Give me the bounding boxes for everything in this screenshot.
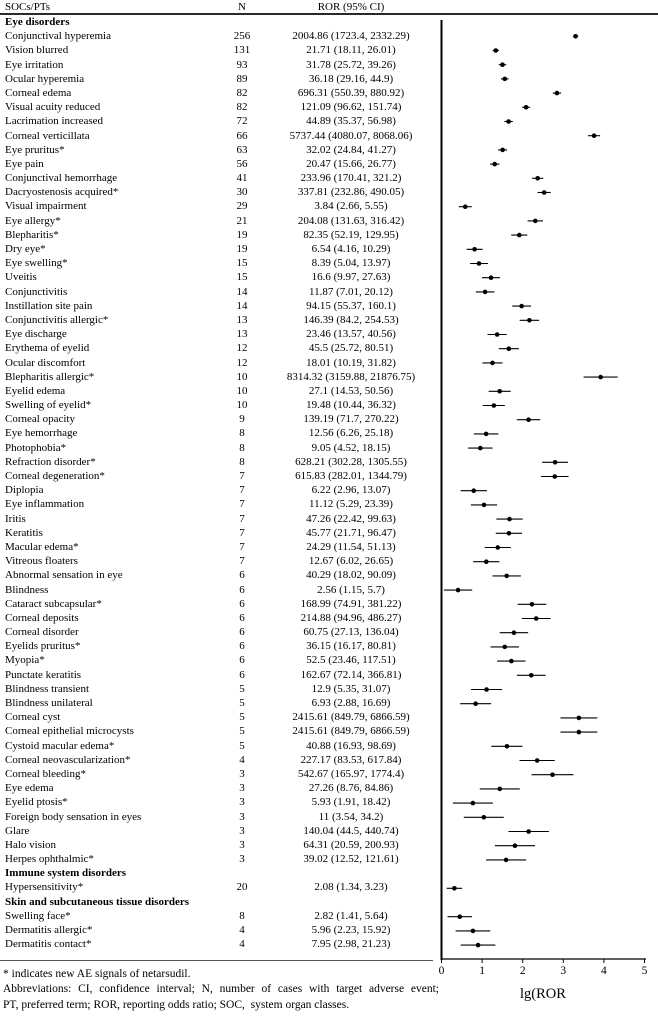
pt-ror-ci: 11.87 (7.01, 20.12) [309, 285, 393, 298]
pt-n-count: 7 [239, 470, 245, 482]
pt-name: Conjunctivitis allergic* [5, 313, 109, 326]
pt-name: Myopia* [5, 654, 45, 667]
pt-ror-ci: 21.71 (18.11, 26.01) [306, 44, 396, 57]
pt-name: Corneal verticillata [5, 129, 90, 142]
forest-dot [592, 133, 597, 138]
forest-dot [519, 304, 524, 309]
pt-ror-ci: 27.1 (14.53, 50.56) [308, 384, 394, 397]
pt-ror-ci: 47.26 (22.42, 99.63) [306, 512, 396, 525]
pt-name: Blindness [5, 583, 49, 596]
x-tick-label: 0 [438, 965, 445, 977]
pt-name: Dermatitis allergic* [5, 924, 93, 936]
table-bottom-rule [0, 960, 433, 962]
forest-dot [504, 858, 509, 863]
forest-dot [533, 219, 538, 224]
pt-name: Eye hemorrhage [5, 427, 78, 440]
section-title: Skin and subcutaneous tissue disorders [5, 895, 190, 908]
pt-name: Vision blurred [5, 44, 69, 57]
forest-dot [495, 332, 500, 337]
pt-n-count: 7 [239, 555, 245, 568]
pt-ror-ci: 19.48 (10.44, 36.32) [306, 399, 396, 412]
pt-n-count: 20 [236, 881, 248, 894]
x-axis-label: lg(ROR [520, 986, 566, 1002]
forest-dot [489, 275, 494, 280]
pt-name: Conjunctival hyperemia [5, 30, 111, 43]
pt-name: Corneal degeneration* [5, 470, 105, 482]
forest-dot [456, 588, 461, 593]
forest-dot [577, 730, 582, 735]
pt-n-count: 56 [236, 157, 248, 170]
pt-ror-ci: 2.56 (1.15, 5.7) [317, 583, 385, 596]
pt-n-count: 93 [236, 58, 248, 71]
forest-dot [476, 943, 481, 948]
pt-n-count: 5 [239, 697, 245, 709]
pt-ror-ci: 233.96 (170.41, 321.2) [300, 172, 402, 185]
forest-dot [483, 290, 488, 295]
pt-ror-ci: 12.56 (6.26, 25.18) [308, 427, 394, 440]
pt-name: Visual impairment [5, 200, 87, 213]
forest-dot [526, 417, 531, 422]
pt-ror-ci: 64.31 (20.59, 200.93) [303, 838, 399, 851]
pt-name: Conjunctival hemorrhage [5, 172, 118, 185]
pt-name: Corneal cyst [5, 711, 61, 724]
pt-ror-ci: 3.84 (2.66, 5.55) [314, 200, 388, 213]
pt-name: Eyelids pruritus* [5, 640, 81, 653]
pt-name: Corneal edema [5, 86, 72, 99]
forest-dot [504, 574, 509, 579]
pt-n-count: 15 [236, 257, 248, 270]
pt-name: Corneal epithelial microcysts [5, 725, 134, 738]
pt-n-count: 30 [236, 186, 248, 199]
pt-n-count: 6 [239, 640, 245, 653]
pt-n-count: 5 [239, 739, 245, 752]
pt-name: Eye pain [5, 157, 44, 170]
footnote-abbreviations-line2: PT, preferred term; ROR, reporting odds ratio; SOC, system organ classes. [3, 998, 350, 1011]
pt-ror-ci: 162.67 (72.14, 366.81) [300, 668, 402, 681]
forest-dot [598, 375, 603, 380]
pt-name: Corneal bleeding* [5, 767, 86, 780]
pt-ror-ci: 11 (3.54, 34.2) [318, 810, 384, 823]
forest-dot [502, 77, 507, 82]
pt-ror-ci: 45.5 (25.72, 80.51) [308, 342, 394, 355]
forest-dot [452, 886, 457, 891]
forest-dot [490, 361, 495, 366]
pt-n-count: 7 [239, 526, 245, 539]
pt-ror-ci: 140.04 (44.5, 440.74) [303, 824, 399, 837]
pt-n-count: 6 [239, 597, 245, 610]
forest-dot [463, 204, 468, 209]
pt-name: Eyelid ptosis* [5, 796, 68, 809]
pt-n-count: 7 [239, 498, 245, 511]
forest-dot [500, 62, 505, 67]
forest-dot [473, 701, 478, 706]
pt-n-count: 3 [239, 810, 245, 823]
forest-dot [497, 787, 502, 792]
pt-ror-ci: 615.83 (282.01, 1344.79) [295, 470, 407, 482]
pt-n-count: 9 [239, 413, 245, 426]
pt-n-count: 8 [239, 441, 245, 454]
pt-name: Foreign body sensation in eyes [5, 810, 142, 823]
pt-name: Ocular hyperemia [5, 72, 85, 85]
pt-name: Hypersensitivity* [5, 881, 84, 894]
pt-ror-ci: 44.89 (35.37, 56.98) [306, 115, 396, 128]
pt-name: Iritis [5, 512, 26, 525]
forest-dot [492, 403, 497, 408]
pt-name: Eye inflammation [5, 498, 85, 511]
forest-dot [526, 829, 531, 834]
pt-ror-ci: 6.93 (2.88, 16.69) [311, 697, 391, 709]
pt-ror-ci: 204.08 (131.63, 316.42) [297, 214, 405, 227]
pt-name: Dry eye* [5, 243, 46, 255]
footnotes [3, 967, 439, 1013]
pt-name: Herpes ophthalmic* [5, 853, 94, 866]
x-tick-label: 5 [641, 965, 648, 977]
pt-n-count: 29 [236, 200, 248, 213]
pt-n-count: 21 [236, 214, 248, 227]
pt-name: Punctate keratitis [5, 668, 82, 681]
pt-name: Eye irritation [5, 58, 64, 71]
pt-n-count: 4 [239, 938, 245, 951]
pt-ror-ci: 82.35 (52.19, 129.95) [303, 228, 399, 241]
pt-n-count: 13 [236, 313, 248, 326]
pt-name: Ocular discomfort [5, 356, 86, 369]
pt-ror-ci: 5.96 (2.23, 15.92) [311, 924, 391, 936]
pt-ror-ci: 32.02 (24.84, 41.27) [306, 143, 396, 156]
pt-name: Erythema of eyelid [5, 342, 90, 355]
pt-ror-ci: 2.08 (1.34, 3.23) [314, 881, 388, 894]
pt-n-count: 4 [239, 924, 245, 936]
pt-ror-ci: 20.47 (15.66, 26.77) [306, 157, 396, 170]
section-title: Immune system disorders [5, 867, 126, 880]
forest-dot [506, 119, 511, 124]
forest-dot [492, 162, 497, 167]
pt-name: Macular edema* [5, 540, 79, 553]
pt-ror-ci: 16.6 (9.97, 27.63) [311, 271, 391, 284]
pt-name: Corneal disorder [5, 626, 79, 639]
pt-ror-ci: 11.12 (5.29, 23.39) [309, 498, 393, 511]
forest-dot [493, 48, 498, 53]
pt-ror-ci: 146.39 (84.2, 254.53) [303, 313, 399, 326]
forest-dot [553, 460, 558, 465]
x-tick-label: 4 [601, 965, 607, 977]
forest-dot [484, 432, 489, 437]
forest-dot [477, 261, 482, 266]
pt-n-count: 72 [236, 115, 248, 128]
pt-name: Blindness unilateral [5, 697, 93, 709]
pt-ror-ci: 12.67 (6.02, 26.65) [308, 555, 394, 568]
pt-n-count: 3 [239, 824, 245, 837]
pt-ror-ci: 5.93 (1.91, 18.42) [311, 796, 391, 809]
column-header-n: N [238, 1, 246, 13]
pt-ror-ci: 52.5 (23.46, 117.51) [306, 654, 396, 667]
pt-n-count: 3 [239, 796, 245, 809]
pt-n-count: 19 [236, 228, 248, 241]
pt-name: Conjunctivitis [5, 285, 68, 298]
pt-n-count: 3 [239, 838, 245, 851]
x-tick-label: 3 [560, 965, 567, 977]
pt-ror-ci: 12.9 (5.35, 31.07) [311, 682, 391, 695]
pt-ror-ci: 23.46 (13.57, 40.56) [306, 328, 396, 341]
pt-n-count: 10 [236, 399, 248, 412]
pt-ror-ci: 214.88 (94.96, 486.27) [300, 611, 402, 624]
pt-ror-ci: 337.81 (232.86, 490.05) [297, 186, 405, 199]
forest-dot [517, 233, 522, 238]
pt-ror-ci: 2415.61 (849.79, 6866.59) [292, 711, 410, 724]
pt-ror-ci: 36.15 (16.17, 80.81) [306, 640, 396, 653]
forest-dot [482, 503, 487, 508]
forest-dot [513, 843, 518, 848]
pt-n-count: 5 [239, 711, 245, 724]
pt-n-count: 5 [239, 682, 245, 695]
pt-ror-ci: 36.18 (29.16, 44.9) [308, 72, 394, 85]
column-header-soc-pt: SOCs/PTs [5, 1, 51, 13]
forest-dot [457, 914, 462, 919]
forest-dot [529, 673, 534, 678]
pt-name: Corneal opacity [5, 413, 75, 426]
pt-name: Halo vision [5, 838, 57, 851]
pt-ror-ci: 2.82 (1.41, 5.64) [314, 909, 388, 922]
forest-dot [471, 488, 476, 493]
forest-dot [542, 190, 547, 195]
pt-ror-ci: 542.67 (165.97, 1774.4) [297, 767, 405, 780]
pt-name: Swelling face* [5, 909, 71, 922]
forest-dot [481, 815, 486, 820]
pt-ror-ci: 45.77 (21.71, 96.47) [306, 526, 396, 539]
pt-name: Glare [5, 824, 30, 837]
pt-n-count: 89 [236, 72, 248, 85]
forest-dot [507, 531, 512, 536]
pt-name: Corneal deposits [5, 611, 79, 624]
pt-n-count: 8 [239, 427, 245, 440]
forest-dot [484, 687, 489, 692]
forest-dot [497, 389, 502, 394]
pt-name: Uveitis [5, 271, 37, 284]
pt-name: Eye allergy* [5, 214, 61, 227]
pt-ror-ci: 6.54 (4.16, 10.29) [311, 243, 391, 255]
forest-dot [471, 929, 476, 934]
pt-name: Dacryostenosis acquired* [5, 186, 119, 199]
pt-n-count: 12 [236, 356, 248, 369]
pt-n-count: 256 [233, 30, 251, 43]
pt-name: Swelling of eyelid* [5, 399, 92, 412]
pt-n-count: 14 [236, 285, 248, 298]
column-header-ror: ROR (95% CI) [317, 1, 385, 13]
forest-dot [505, 744, 510, 749]
pt-n-count: 6 [239, 626, 245, 639]
pt-ror-ci: 168.99 (74.91, 381.22) [300, 597, 402, 610]
x-tick-label: 2 [519, 965, 526, 977]
pt-n-count: 82 [236, 86, 248, 99]
forest-dot [500, 148, 505, 153]
pt-name: Abnormal sensation in eye [5, 569, 123, 582]
forest-dot [550, 772, 555, 777]
pt-n-count: 41 [236, 172, 248, 185]
pt-n-count: 82 [236, 101, 248, 114]
pt-name: Dermatitis contact* [5, 938, 92, 951]
pt-n-count: 8 [239, 455, 245, 468]
pt-n-count: 8 [239, 909, 245, 922]
forest-dot [577, 716, 582, 721]
forest-dot [512, 630, 517, 635]
pt-n-count: 6 [239, 611, 245, 624]
pt-n-count: 19 [236, 243, 248, 255]
pt-name: Eye pruritus* [5, 143, 65, 156]
pt-name: Cataract subcapsular* [5, 597, 102, 610]
pt-ror-ci: 6.22 (2.96, 13.07) [311, 484, 391, 497]
pt-n-count: 14 [236, 299, 248, 312]
pt-n-count: 7 [239, 512, 245, 525]
forest-dot [509, 659, 514, 664]
pt-name: Eye edema [5, 782, 54, 795]
forest-dot [507, 517, 512, 522]
pt-n-count: 66 [236, 129, 248, 142]
pt-name: Diplopia [5, 484, 44, 497]
forest-dot [472, 247, 477, 252]
pt-name: Eye swelling* [5, 257, 68, 270]
pt-name: Instillation site pain [5, 299, 93, 312]
forest-dot [524, 105, 529, 110]
pt-name: Eyelid edema [5, 384, 66, 397]
pt-ror-ci: 24.29 (11.54, 51.13) [306, 540, 396, 553]
pt-n-count: 10 [236, 370, 248, 383]
pt-n-count: 4 [239, 753, 245, 766]
pt-ror-ci: 39.02 (12.52, 121.61) [303, 853, 399, 866]
pt-ror-ci: 40.29 (18.02, 90.09) [306, 569, 396, 582]
forest-dot [484, 559, 489, 564]
footnote-new-signals: * indicates new AE signals of netarsudil. [3, 968, 191, 980]
pt-n-count: 10 [236, 384, 248, 397]
pt-ror-ci: 27.26 (8.76, 84.86) [308, 782, 394, 795]
pt-ror-ci: 40.88 (16.93, 98.69) [306, 739, 396, 752]
pt-n-count: 6 [239, 654, 245, 667]
forest-dot [478, 446, 483, 451]
pt-n-count: 15 [236, 271, 248, 284]
pt-name: Eye discharge [5, 328, 67, 341]
pt-name: Cystoid macular edema* [5, 739, 115, 752]
pt-ror-ci: 7.95 (2.98, 21.23) [311, 938, 391, 951]
pt-ror-ci: 227.17 (83.53, 617.84) [300, 753, 402, 766]
pt-ror-ci: 94.15 (55.37, 160.1) [306, 299, 396, 312]
forest-dot [527, 318, 532, 323]
pt-n-count: 5 [239, 725, 245, 738]
forest-dot [535, 758, 540, 763]
pt-n-count: 6 [239, 569, 245, 582]
pt-name: Lacrimation increased [5, 115, 104, 128]
pt-ror-ci: 5737.44 (4080.07, 8068.06) [289, 129, 413, 142]
forest-dot [502, 645, 507, 650]
pt-ror-ci: 9.05 (4.52, 18.15) [311, 441, 391, 454]
forest-dot [471, 801, 476, 806]
pt-name: Blepharitis allergic* [5, 370, 95, 383]
pt-n-count: 3 [239, 767, 245, 780]
pt-name: Keratitis [5, 526, 43, 539]
pt-ror-ci: 2415.61 (849.79, 6866.59) [292, 725, 410, 738]
pt-ror-ci: 139.19 (71.7, 270.22) [303, 413, 399, 426]
pt-ror-ci: 8.39 (5.04, 13.97) [311, 257, 391, 270]
pt-name: Corneal neovascularization* [5, 753, 131, 766]
pt-ror-ci: 628.21 (302.28, 1305.55) [295, 455, 407, 468]
pt-ror-ci: 2004.86 (1723.4, 2332.29) [292, 30, 410, 43]
pt-n-count: 131 [233, 44, 251, 57]
pt-ror-ci: 121.09 (96.62, 151.74) [300, 101, 402, 114]
pt-ror-ci: 31.78 (25.72, 39.26) [306, 58, 396, 71]
forest-dot [573, 34, 578, 39]
pt-n-count: 3 [239, 782, 245, 795]
pt-ror-ci: 8314.32 (3159.88, 21876.75) [286, 370, 416, 383]
pt-n-count: 7 [239, 484, 245, 497]
footnote-abbreviations-line1: Abbreviations: CI, confidence interval; N, number of cases with target adverse event; [3, 983, 439, 996]
forest-dot [507, 346, 512, 351]
forest-dot [552, 474, 557, 479]
pt-n-count: 7 [239, 540, 245, 553]
pt-n-count: 12 [236, 342, 248, 355]
pt-n-count: 6 [239, 583, 245, 596]
x-tick-label: 1 [479, 965, 485, 977]
section-title: Eye disorders [5, 16, 70, 28]
forest-dot [530, 602, 535, 607]
pt-ror-ci: 18.01 (10.19, 31.82) [306, 356, 396, 369]
pt-name: Blepharitis* [5, 228, 59, 241]
forest-dot [555, 91, 560, 96]
forest-dot [495, 545, 500, 550]
pt-ror-ci: 696.31 (550.39, 880.92) [297, 86, 405, 99]
forest-dot [534, 616, 539, 621]
pt-ror-ci: 60.75 (27.13, 136.04) [303, 626, 399, 639]
pt-name: Photophobia* [5, 441, 67, 454]
forest-dot [535, 176, 540, 181]
pt-name: Vitreous floaters [5, 555, 78, 568]
pt-n-count: 6 [239, 668, 245, 681]
pt-n-count: 3 [239, 853, 245, 866]
pt-n-count: 13 [236, 328, 248, 341]
pt-name: Refraction disorder* [5, 455, 96, 468]
pt-name: Blindness transient [5, 682, 90, 695]
pt-name: Visual acuity reduced [5, 101, 101, 114]
pt-n-count: 63 [236, 143, 248, 156]
